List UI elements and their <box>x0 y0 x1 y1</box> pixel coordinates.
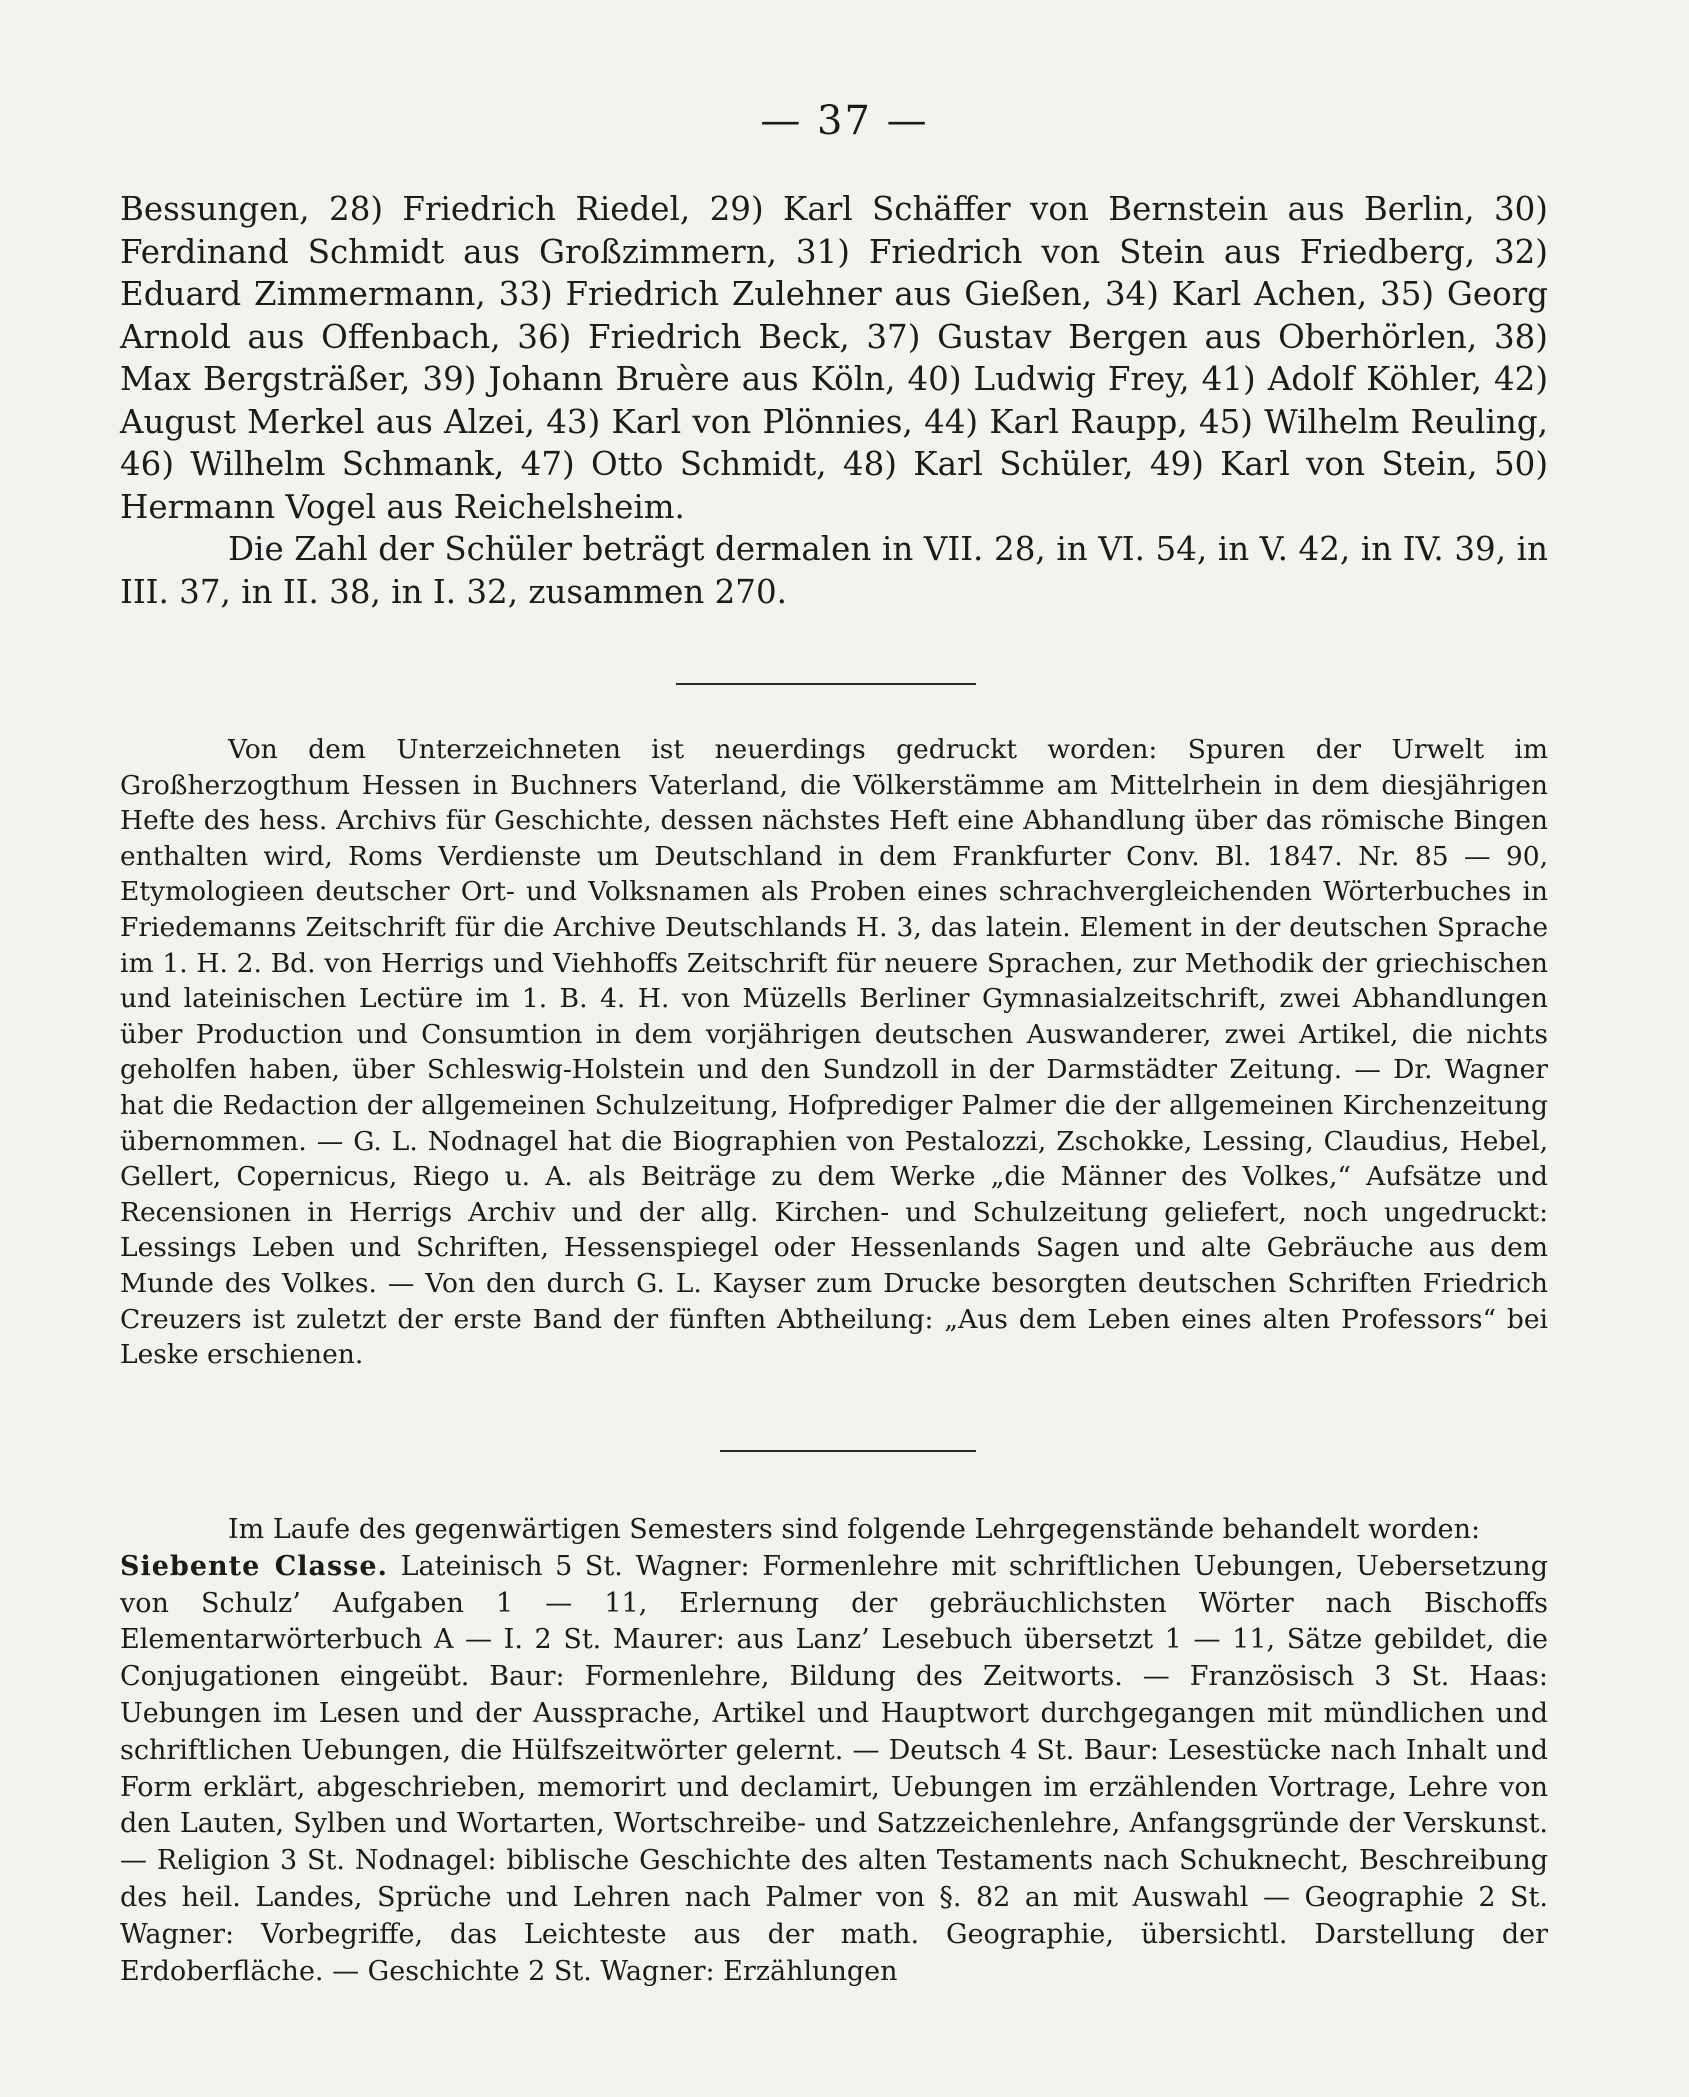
student-list-section <box>120 188 1548 613</box>
seventh-class-text: Lateinisch 5 St. Wagner: Formenlehre mit schriftlichen Uebungen, Uebersetzung von Schulz’ Aufgaben 1 — 11, Erlernung der gebräuchlichsten Wörter nach Bischoffs Elementarwörterbuch A — I. 2 St. Maurer: aus Lanz’ Lesebuch übersetzt 1 — 11, Sätze gebildet, die Conjugationen eingeübt. Baur: Formenlehre, Bildung des Zeitworts. — Französisch 3 St. Haas: Uebungen im Lesen und der Aussprache, Artikel und Hauptwort durchgegangen mit mündlichen und schriftlichen Uebungen, die Hülfszeitwörter gelernt. — Deutsch 4 St. Baur: Lesestücke nach Inhalt und Form erklärt, abgeschrieben, memorirt und declamirt, Uebungen im erzählenden Vortrage, Lehre von den Lauten, Sylben und Wortarten, Wortschreibe- und Satzzeichenlehre, Anfangsgründe der Verskunst. — Religion 3 St. Nodnagel: biblische Geschichte des alten Testaments nach Schuknecht, Beschreibung des heil. Landes, Sprüche und Lehren nach Palmer von §. 82 an mit Auswahl — Geographie 2 St. Wagner: Vorbegriffe, das Leichteste aus der math. Geographie, übersichtl. Darstellung der Erdoberfläche. — Geschichte 2 St. Wagner: Erzählungen <box>120 1550 1548 1987</box>
enrollment-paragraph: Die Zahl der Schüler beträgt dermalen in VII. 28, in VI. 54, in V. 42, in IV. 39, in III. 37, in II. 38, in I. 32, zusammen 270. <box>120 530 1548 611</box>
publications-section <box>120 732 1548 1373</box>
seventh-class-paragraph <box>120 1549 1548 1991</box>
curriculum-intro: Im Laufe des gegenwärtigen Semesters sind folgende Lehrgegenstände behandelt worden: <box>228 1514 1481 1545</box>
section-divider <box>720 1450 976 1452</box>
class-heading: Siebente Classe. <box>120 1550 388 1582</box>
page-number: — 37 — <box>760 98 929 144</box>
publications-paragraph: Von dem Unterzeichneten ist neuerdings gedruckt worden: Spuren der Urwelt im Großherzogthum Hessen in Buchners Vaterland, die Völkerstämme am Mittelrhein in dem diesjährigen Hefte des hess. Archivs für Geschichte, dessen nächstes Heft eine Abhandlung über das römische Bingen enthalten wird, Roms Verdienste um Deutschland in dem Frankfurter Conv. Bl. 1847. Nr. 85 — 90, Etymologieen deutscher Ort- und Volksnamen als Proben eines schrachvergleichenden Wörterbuches in Friedemanns Zeitschrift für die Archive Deutschlands H. 3, das latein. Element in der deutschen Sprache im 1. H. 2. Bd. von Herrigs und Viehhoffs Zeitschrift für neuere Sprachen, zur Methodik der griechischen und lateinischen Lectüre im 1. B. 4. H. von Müzells Berliner Gymnasialzeitschrift, zwei Abhandlungen über Production und Consumtion in dem vorjährigen deutschen Auswanderer, zwei Artikel, die nichts geholfen haben, über Schleswig-Holstein und den Sundzoll in der Darmstädter Zeitung. — Dr. Wagner hat die Redaction der allgemeinen Schulzeitung, Hofprediger Palmer die der allgemeinen Kirchenzeitung übernommen. — G. L. Nodnagel hat die Biographien von Pestalozzi, Zschokke, Lessing, Claudius, Hebel, Gellert, Copernicus, Riego u. A. als Beiträge zu dem Werke „die Männer des Volkes,“ Aufsätze und Recensionen in Herrigs Archiv und der allg. Kirchen- und Schulzeitung geliefert, noch ungedruckt: Lessings Leben und Schriften, Hessenspiegel oder Hessenlands Sagen und alte Gebräuche aus dem Munde des Volkes. — Von den durch G. L. Kayser zum Drucke besorgten deutschen Schriften Friedrich Creuzers ist zuletzt der erste Band der fünften Abtheilung: „Aus dem Leben eines alten Professors“ bei Leske erschienen. <box>120 734 1548 1371</box>
student-list-paragraph: Bessungen, 28) Friedrich Riedel, 29) Karl Schäffer von Bernstein aus Berlin, 30) Ferdinand Schmidt aus Großzimmern, 31) Friedrich von Stein aus Friedberg, 32) Eduard Zimmermann, 33) Friedrich Zulehner aus Gießen, 34) Karl Achen, 35) Georg Arnold aus Offenbach, 36) Friedrich Beck, 37) Gustav Bergen aus Oberhörlen, 38) Max Bergsträßer, 39) Johann Bruère aus Köln, 40) Ludwig Frey, 41) Adolf Köhler, 42) August Merkel aus Alzei, 43) Karl von Plönnies, 44) Karl Raupp, 45) Wilhelm Reuling, 46) Wilhelm Schmank, 47) Otto Schmidt, 48) Karl Schüler, 49) Karl von Stein, 50) Hermann Vogel aus Reichelsheim. <box>120 190 1548 526</box>
curriculum-section <box>120 1512 1548 1990</box>
section-divider <box>676 683 976 685</box>
